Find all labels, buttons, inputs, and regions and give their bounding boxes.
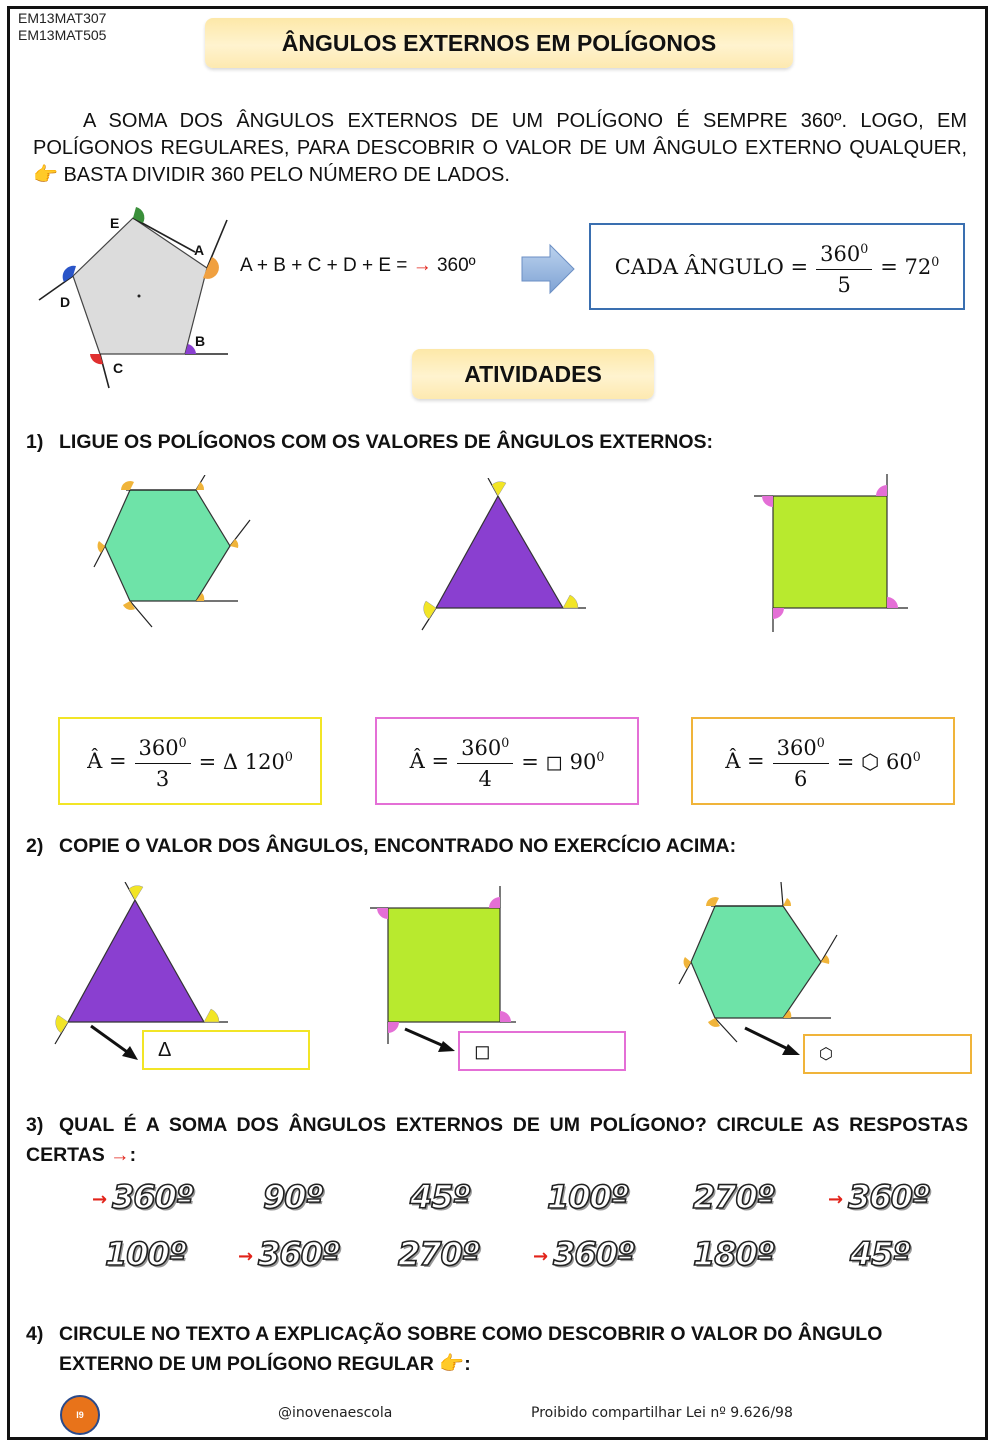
option-45-a[interactable]: 45º bbox=[410, 1178, 470, 1216]
result-prefix: CADA ÂNGULO = bbox=[614, 254, 809, 279]
triangle-symbol: Δ bbox=[158, 1038, 172, 1061]
question-4-line1: CIRCULE NO TEXTO A EXPLICAÇÃO SOBRE COMO DESCOBRIR O VALOR DO ÂNGULO bbox=[59, 1323, 883, 1345]
question-1-text: LIGUE OS POLÍGONOS COM OS VALORES DE ÂNGULOS EXTERNOS: bbox=[59, 431, 714, 453]
option-360-c[interactable]: → 360º bbox=[238, 1235, 339, 1273]
formula-rhs: 360º bbox=[436, 255, 476, 276]
label-d: D bbox=[60, 294, 71, 310]
question-1-number: 1) bbox=[26, 431, 44, 453]
question-4-number: 4) bbox=[26, 1323, 44, 1345]
equation-box-square: Â = $\frac{360^0}{4}$ = ◻ $90^0$ bbox=[375, 717, 639, 805]
label-c: C bbox=[113, 360, 124, 376]
intro-text: A SOMA DOS ÂNGULOS EXTERNOS DE UM POLÍGONO É SEMPRE 360º. LOGO, EM POLÍGONOS REGULARES, PARA DESCOBRIR O VALOR DE UM ÂNGULO EXTERNO QUALQUER, bbox=[33, 110, 967, 159]
question-3: 3) QUAL É A SOMA DOS ÂNGULOS EXTERNOS DE UM POLÍGONO? CIRCULE AS RESPOSTAS CERTAS →: bbox=[26, 1110, 968, 1170]
question-2-text: COPIE O VALOR DOS ÂNGULOS, ENCONTRADO NO EXERCÍCIO ACIMA: bbox=[59, 835, 737, 857]
center-dot bbox=[138, 295, 141, 298]
option-270-a[interactable]: 270º bbox=[693, 1178, 774, 1216]
pentagon-shape bbox=[73, 218, 207, 354]
code-1: EM13MAT307 bbox=[18, 10, 107, 26]
question-2 bbox=[26, 831, 736, 861]
q1-triangle bbox=[418, 478, 590, 633]
label-e: E bbox=[110, 215, 120, 231]
question-1 bbox=[26, 427, 713, 457]
formula-lhs: A + B + C + D + E = bbox=[240, 255, 408, 276]
option-45-b[interactable]: 45º bbox=[850, 1235, 910, 1273]
option-90[interactable]: 90º bbox=[263, 1178, 323, 1216]
q2-square bbox=[368, 884, 518, 1046]
option-100-a[interactable]: 100º bbox=[547, 1178, 628, 1216]
question-3-text: QUAL É A SOMA DOS ÂNGULOS EXTERNOS DE UM POLÍGONO? CIRCULE AS RESPOSTAS CERTAS bbox=[26, 1114, 968, 1166]
q1-square bbox=[750, 472, 912, 634]
footer-notice: Proibido compartilhar Lei nº 9.626/98 bbox=[531, 1405, 793, 1421]
result-fraction: $\frac{360^0}{5}$ bbox=[816, 234, 872, 300]
curriculum-codes bbox=[18, 10, 106, 44]
question-2-number: 2) bbox=[26, 835, 44, 857]
answer-box-square[interactable] bbox=[458, 1031, 626, 1071]
pointing-hand-icon: 👉 bbox=[439, 1353, 465, 1375]
option-100-b[interactable]: 100º bbox=[105, 1235, 186, 1273]
pentagon-diagram bbox=[35, 196, 235, 390]
result-num: 360 bbox=[820, 241, 861, 266]
sum-formula bbox=[240, 255, 476, 277]
inove-logo: I9 bbox=[60, 1395, 100, 1435]
q2-triangle bbox=[52, 882, 232, 1047]
answer-box-hexagon[interactable] bbox=[803, 1034, 972, 1074]
answer-box-triangle[interactable] bbox=[142, 1030, 310, 1070]
result-den: 5 bbox=[837, 272, 851, 297]
question-4-line2: EXTERNO DE UM POLÍGONO REGULAR bbox=[59, 1353, 434, 1375]
question-4: 4) CIRCULE NO TEXTO A EXPLICAÇÃO SOBRE COMO DESCOBRIR O VALOR DO ÂNGULO EXTERNO DE UM POLÍGONO REGULAR 👉: bbox=[26, 1319, 882, 1379]
label-a: A bbox=[194, 242, 205, 258]
intro-rest: BASTA DIVIDIR 360 PELO NÚMERO DE LADOS. bbox=[63, 164, 510, 186]
option-360-a[interactable]: → 360º bbox=[92, 1178, 193, 1216]
code-2: EM13MAT505 bbox=[18, 27, 107, 43]
red-arrow-icon: → bbox=[110, 1144, 130, 1166]
footer-handle: @inovenaescola bbox=[278, 1405, 393, 1421]
arrow-to-square-answer bbox=[402, 1025, 458, 1057]
pointing-hand-icon: 👉 bbox=[33, 164, 58, 186]
ext-line-a bbox=[207, 220, 227, 268]
question-3-number: 3) bbox=[26, 1114, 44, 1136]
equation-box-triangle: Â = $\frac{360^0}{3}$ = Δ $120^0$ bbox=[58, 717, 322, 805]
option-360-d[interactable]: → 360º bbox=[533, 1235, 634, 1273]
q1-hexagon bbox=[90, 475, 255, 630]
label-b: B bbox=[195, 333, 206, 349]
page-title: ÂNGULOS EXTERNOS EM POLÍGONOS bbox=[205, 18, 793, 68]
activities-title: ATIVIDADES bbox=[412, 349, 654, 399]
square-symbol: ◻ bbox=[474, 1040, 491, 1063]
hexagon-symbol: ⬡ bbox=[819, 1046, 833, 1063]
option-180[interactable]: 180º bbox=[693, 1235, 774, 1273]
arrow-to-triangle-answer bbox=[88, 1022, 142, 1066]
intro-paragraph bbox=[33, 108, 967, 189]
red-arrow-icon: → bbox=[412, 255, 432, 276]
blue-arrow-icon bbox=[520, 243, 576, 295]
q2-hexagon bbox=[675, 880, 840, 1045]
result-box bbox=[589, 223, 965, 310]
arrow-to-hexagon-answer bbox=[742, 1024, 804, 1060]
option-360-b[interactable]: → 360º bbox=[828, 1178, 929, 1216]
equation-box-hexagon: Â = $\frac{360^0}{6}$ = ⬡ $60^0$ bbox=[691, 717, 955, 805]
option-270-b[interactable]: 270º bbox=[398, 1235, 479, 1273]
result-value: = $72^0$ bbox=[880, 254, 940, 279]
